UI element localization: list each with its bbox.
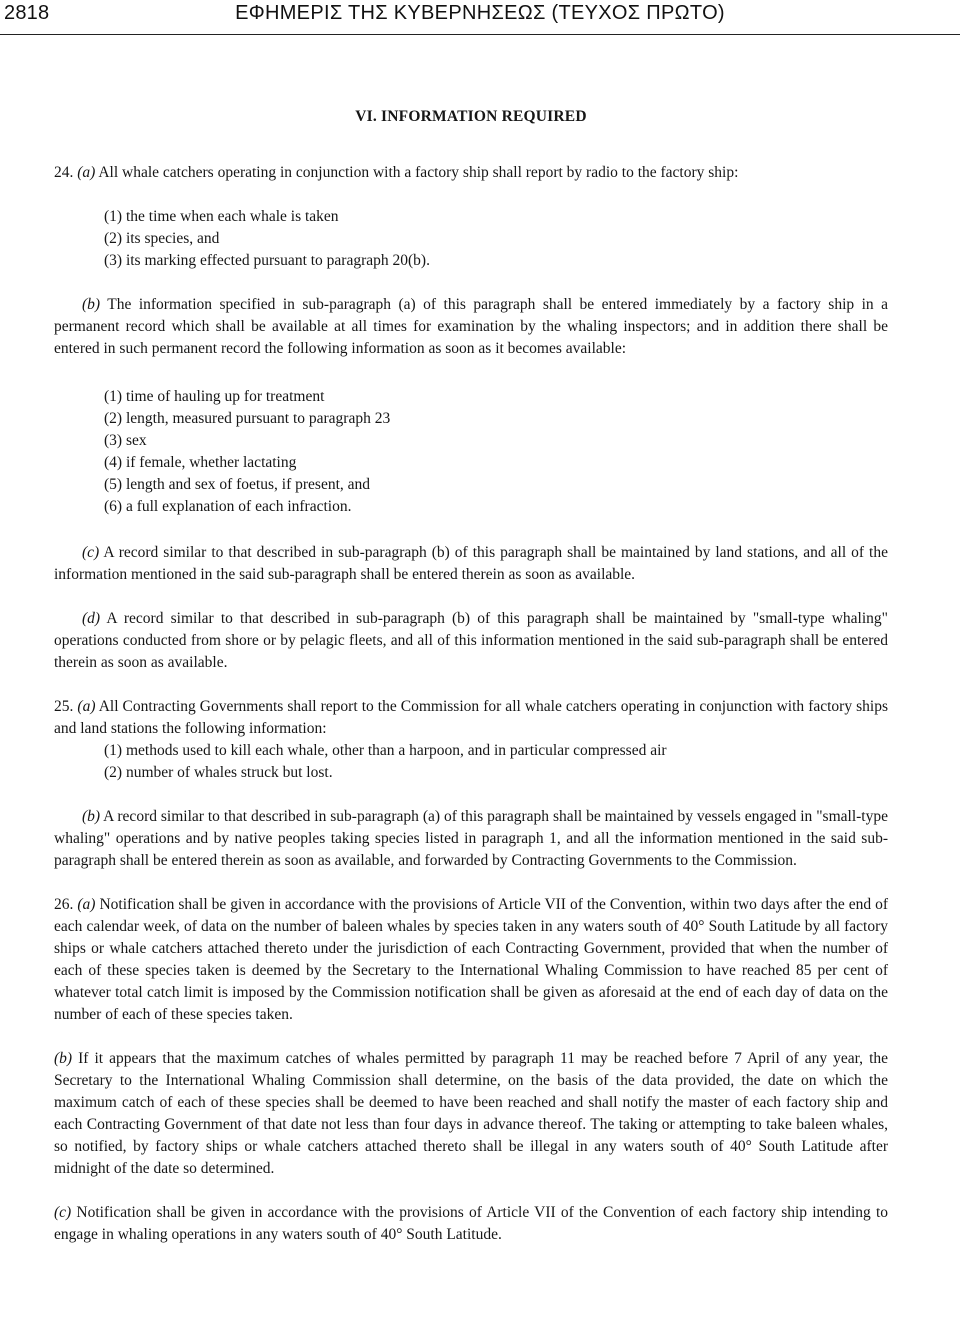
paragraph-number: 26. xyxy=(54,896,74,913)
paragraph-text: All Contracting Governments shall report to the Commission for all whale catchers operating in conjunction with factory ships and land stations the following information: xyxy=(54,698,889,737)
subparagraph-label: (c) xyxy=(54,1204,72,1221)
paragraph-text: A record similar to that described in sub-paragraph (a) of this paragraph shall be maintained by vessels engaged in "small-type whaling" operations and by native peoples taking species listed in paragraph 1, and all the information mentioned in the said sub-paragraph shall be entered therein as soon as available, and forwarded by Contracting Governments to the Commission. xyxy=(54,808,888,869)
running-head: ΕΦΗΜΕΡΙΣ ΤΗΣ ΚΥΒΕΡΝΗΣΕΩΣ (ΤΕΥΧΟΣ ΠΡΩΤΟ) xyxy=(235,2,725,24)
paragraph-number: 25. xyxy=(54,698,74,715)
paragraph-26c xyxy=(54,1202,888,1246)
paragraph-25a xyxy=(54,696,888,740)
paragraph-24d xyxy=(54,608,888,674)
paragraph-number: 24. xyxy=(54,164,74,181)
subparagraph-label: (d) xyxy=(82,610,101,627)
paragraph-24c xyxy=(54,542,888,586)
paragraph-text: The information specified in sub-paragraph (a) of this paragraph shall be entered immediately by a factory ship in a permanent record which shall be available at all times for examination by the whaling inspectors; and in addition there shall be entered in such permanent record the following information as soon as it becomes available: xyxy=(54,296,888,357)
list-item: (2) its species, and xyxy=(104,230,220,247)
subparagraph-label: (a) xyxy=(77,164,96,181)
subparagraph-label: (c) xyxy=(82,544,100,561)
list-item: (3) sex xyxy=(104,432,147,449)
list-24b xyxy=(104,386,888,518)
list-item: (2) length, measured pursuant to paragraph 23 xyxy=(104,410,391,427)
paragraph-25b xyxy=(54,806,888,872)
subparagraph-label: (b) xyxy=(82,296,101,313)
page-number: 2818 xyxy=(4,2,50,24)
list-item: (5) length and sex of foetus, if present, and xyxy=(104,476,371,493)
list-25a xyxy=(104,740,888,784)
paragraph-24a xyxy=(54,162,888,184)
subparagraph-label: (a) xyxy=(77,896,96,913)
subparagraph-label: (b) xyxy=(54,1050,73,1067)
paragraph-26b xyxy=(54,1048,888,1180)
list-24a xyxy=(104,206,888,272)
list-item: (1) the time when each whale is taken xyxy=(104,208,339,225)
subparagraph-label: (a) xyxy=(77,698,96,715)
document-body xyxy=(54,106,888,1246)
list-item: (4) if female, whether lactating xyxy=(104,454,297,471)
paragraph-text: All whale catchers operating in conjunction with a factory ship shall report by radio to the factory ship: xyxy=(98,164,739,181)
paragraph-text: Notification shall be given in accordance with the provisions of Article VII of the Convention, within two days after the end of each calendar week, of data on the number of baleen whales by species taken in any waters south of 40° South Latitude by all factory ships or whale catchers attached thereto under the jurisdiction of each Contracting Government, provided that when the number of each of these species taken is deemed by the Secretary to the International Whaling Commission to have reached 85 per cent of whatever total catch limit is imposed by the Commission notification shall be given as aforesaid at the end of each day of data on the number of each of these species taken. xyxy=(54,896,889,1023)
list-item: (3) its marking effected pursuant to paragraph 20(b). xyxy=(104,252,430,269)
paragraph-text: If it appears that the maximum catches of whales permitted by paragraph 11 may be reached before 7 April of any year, the Secretary to the International Whaling Commission shall determine, on the basis of the data provided, the date on which the maximum catch of each of these species shall be deemed to have been reached and shall notify the master of each factory ship and each Contracting Government of that date not less than four days in advance thereof. The taking or attempting to take baleen whales, so notified, by factory ships or whale catchers attached thereto shall be illegal in any waters south of 40° South Latitude after midnight of the date so determined. xyxy=(54,1050,889,1177)
paragraph-text: Notification shall be given in accordance with the provisions of Article VII of the Convention of each factory ship intending to engage in whaling operations in any waters south of 40° South Latitude. xyxy=(54,1204,888,1243)
paragraph-24b xyxy=(54,294,888,360)
paragraph-26a xyxy=(54,894,888,1026)
page-header xyxy=(0,0,960,35)
list-item: (1) time of hauling up for treatment xyxy=(104,388,325,405)
list-item: (6) a full explanation of each infraction. xyxy=(104,498,352,515)
list-item: (2) number of whales struck but lost. xyxy=(104,764,333,781)
subparagraph-label: (b) xyxy=(82,808,101,825)
list-item: (1) methods used to kill each whale, other than a harpoon, and in particular compressed air xyxy=(104,742,667,759)
section-title: VI. INFORMATION REQUIRED xyxy=(355,108,587,125)
paragraph-text: A record similar to that described in sub-paragraph (b) of this paragraph shall be maintained by "small-type whaling" operations conducted from shore or by pelagic fleets, and all of this information mentioned in the said sub-paragraph shall be entered therein as soon as available. xyxy=(54,610,889,671)
paragraph-text: A record similar to that described in sub-paragraph (b) of this paragraph shall be maintained by land stations, and all of the information mentioned in the said sub-paragraph shall be entered therein as soon as available. xyxy=(54,544,888,583)
